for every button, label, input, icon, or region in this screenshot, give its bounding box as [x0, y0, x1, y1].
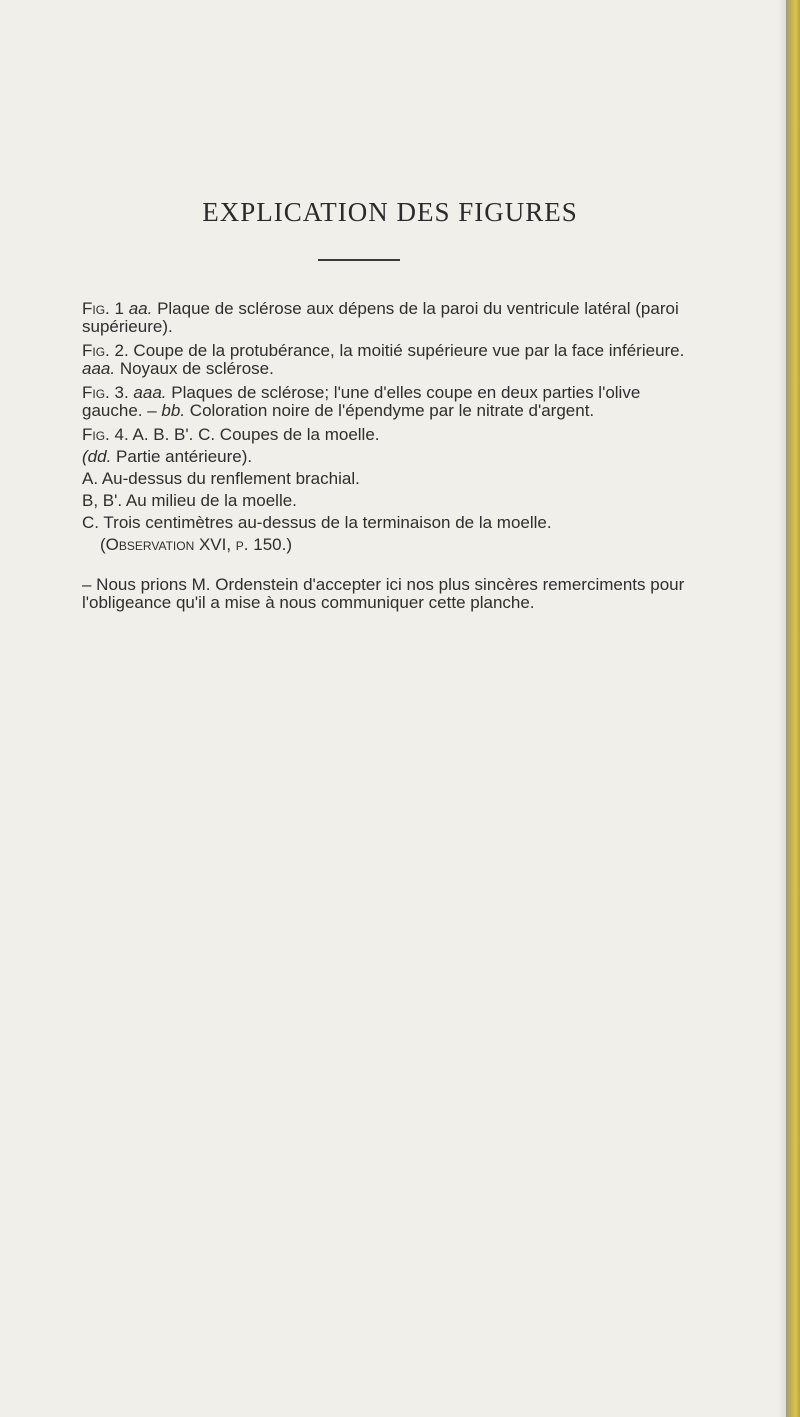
- figure-4-dd-marker: (dd.: [82, 447, 112, 466]
- figure-4-b-line: B, B'. Au milieu de la moelle.: [82, 491, 297, 510]
- figure-3-text2: Coloration noire de l'épendyme par le nitrate d'argent.: [189, 401, 595, 420]
- figure-4-label: Fig. 4.: [82, 425, 129, 444]
- figure-1-marker: aa.: [128, 299, 153, 318]
- figure-1-text: Plaque de sclérose aux dépens de la paroi du ventricule latéral (paroi supérieure).: [82, 299, 679, 336]
- figure-3-marker: aaa.: [133, 383, 167, 402]
- figure-3-marker-2: bb.: [161, 401, 186, 420]
- observation-reference: (Observation XVI, p. 150.): [100, 535, 293, 554]
- figure-2-entry: [82, 342, 702, 378]
- acknowledgement-paragraph: – Nous prions M. Ordenstein d'accepter ici nos plus sincères remerciments pour l'obligeance qu'il a mise à nous communiquer cette planche.: [82, 575, 685, 612]
- figure-4-entry: [82, 426, 702, 554]
- title-divider: [318, 259, 400, 261]
- figure-4-heading: [82, 426, 702, 444]
- figure-4-dd-line: [82, 448, 702, 466]
- figure-2-text: Coupe de la protubérance, la moitié supérieure vue par la face inférieure.: [133, 341, 685, 360]
- figure-3-label: Fig. 3.: [82, 383, 129, 402]
- figure-1-entry: [82, 300, 702, 336]
- figure-4-c-line: C. Trois centimètres au-dessus de la terminaison de la moelle.: [82, 513, 552, 532]
- figure-2-label: Fig. 2.: [82, 341, 129, 360]
- book-spine-edge: [786, 0, 800, 1417]
- figure-explanations: [82, 300, 702, 612]
- figure-1-label: Fig. 1: [82, 299, 124, 318]
- figure-4-a-line: A. Au-dessus du renflement brachial.: [82, 469, 360, 488]
- figure-2-text2: Noyaux de sclérose.: [119, 359, 274, 378]
- figure-4-dd-text: Partie antérieure).: [116, 447, 253, 466]
- figure-3-entry: [82, 384, 702, 420]
- figure-3-text: Plaques de sclérose; l'une d'elles coupe en deux parties l'olive gauche. –: [82, 383, 641, 420]
- figure-4-text: A. B. B'. C. Coupes de la moelle.: [132, 425, 380, 444]
- figure-2-marker: aaa.: [82, 359, 116, 378]
- page-title: EXPLICATION DES FIGURES: [202, 197, 578, 227]
